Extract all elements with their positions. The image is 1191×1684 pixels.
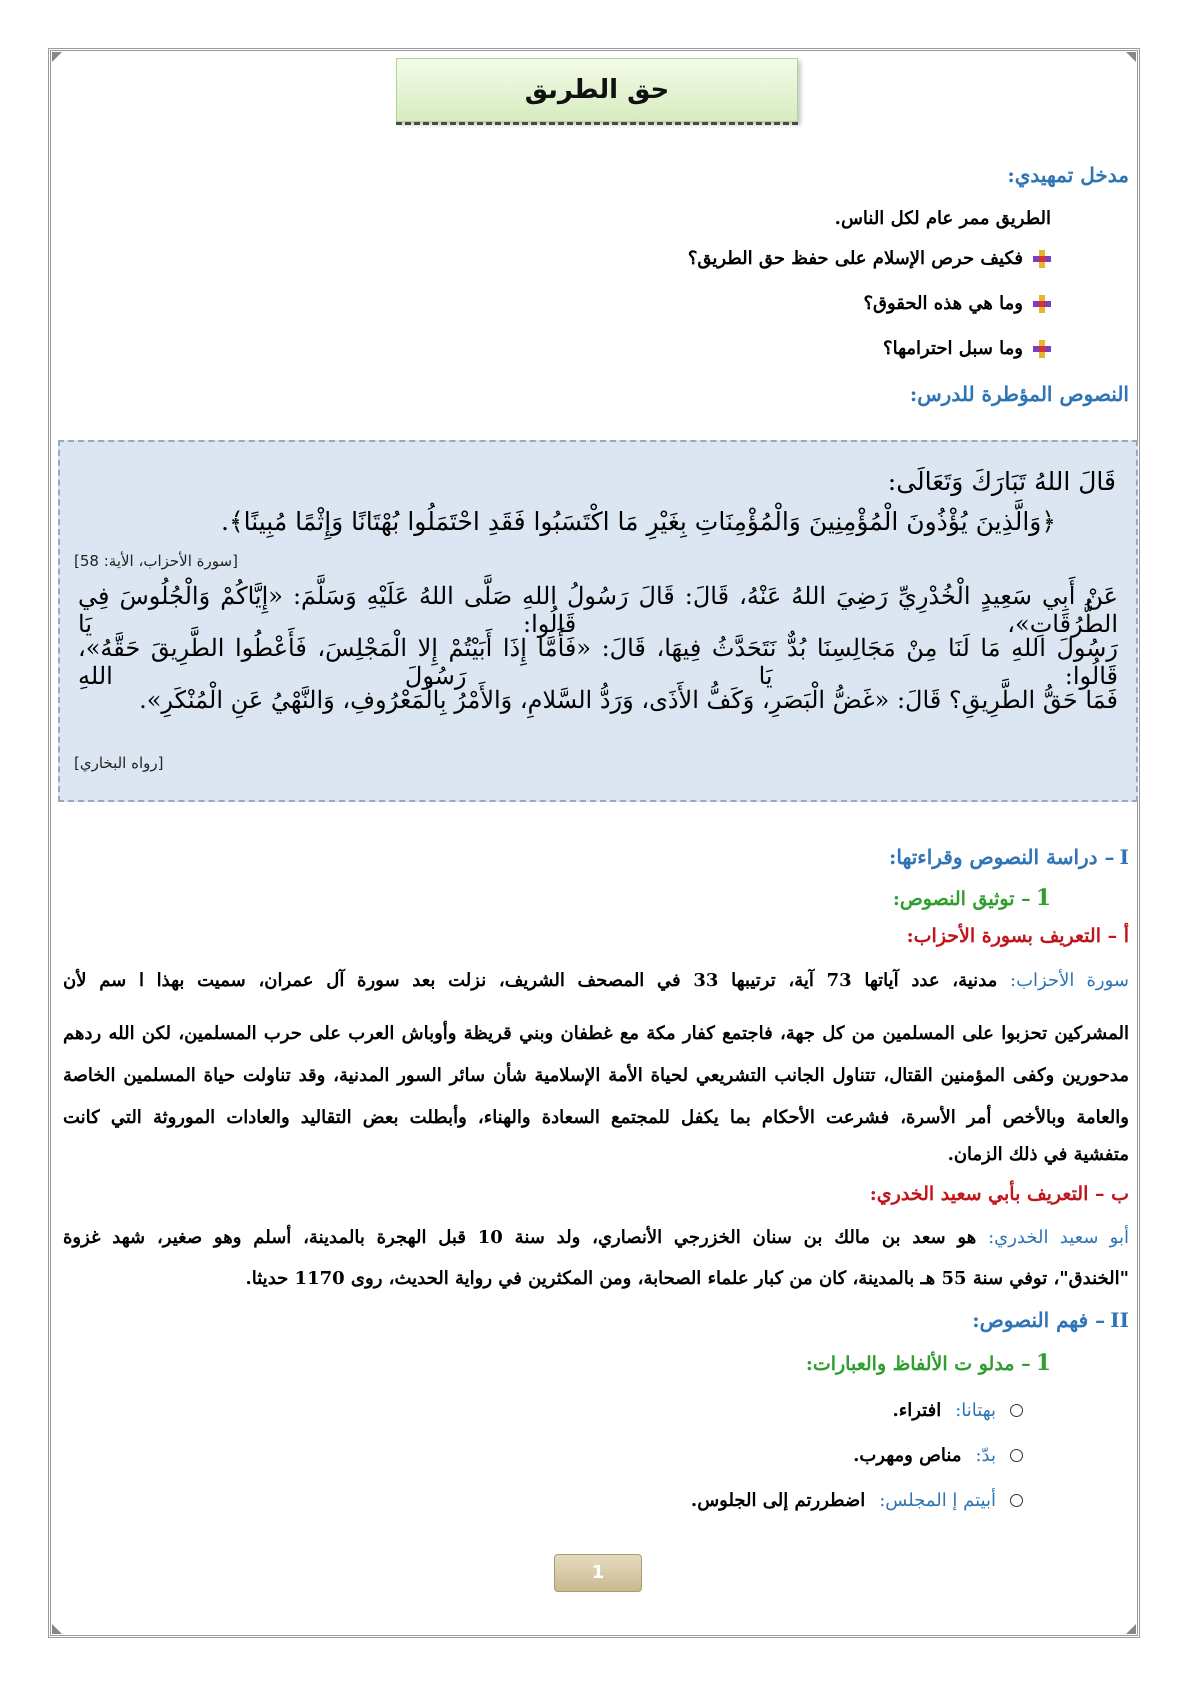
surah-paragraph-line: مدحورين وكفى المؤمنين القتال، تتناول الجانب التشريعي لحياة الأمة الإسلامية شأن سائر السور المدنية، وقد تناولت حياة المسلمين الخاصة [63,1065,1129,1086]
vocab-term: بدّ: [975,1445,996,1466]
narrator-paragraph-line [63,1224,1129,1251]
narrator-heading: ب – التعريف بأبي سعيد الخدري: [869,1183,1129,1205]
intro-heading: مدخل تمهيدي: [1007,163,1129,187]
surah-paragraph-line: المشركين تحزبوا على المسلمين من كل جهة، فاجتمع كفار مكة مع غطفان وبني قريظة وأوباش العرب على حرب المسلمين، لكن الله ردهم [63,1023,1129,1044]
corner-ornament-top-right [1126,52,1136,62]
intro-question [883,338,1051,359]
surah-paragraph-line: متفشية في ذلك الزمان. [947,1144,1129,1165]
section-2-heading [972,1308,1129,1332]
question-text: فكيف حرص الإسلام على حفظ حق الطريق؟ [687,248,1023,269]
surah-paragraph-line [63,967,1129,994]
vocab-item [893,1400,1023,1421]
vocab-meaning: مناص ومهرب. [853,1445,962,1466]
bullet-icon [1033,295,1051,313]
vocab-term: أبيتم إ المجلس: [879,1490,996,1511]
narrator-text: هو سعد بن مالك بن سنان الخزرجي الأنصاري، ولد سنة 10 قبل الهجرة بالمدينة، أسلم وهو صغير، شهد غزوة [63,1227,977,1248]
subsection-number: 1 [1035,885,1051,911]
circle-bullet-icon [1010,1404,1023,1417]
hadith-reference: [رواه البخاري] [74,754,164,772]
corner-ornament-bottom-right [1126,1624,1136,1634]
surah-label: سورة الأحزاب: [1010,970,1130,991]
vocab-item [853,1445,1023,1466]
texts-heading: النصوص المؤطرة للدرس: [909,382,1129,406]
narrator-label: أبو سعيد الخدري: [988,1227,1129,1248]
title-underline [396,122,798,125]
section-title: – دراسة النصوص وقراءتها: [889,845,1115,869]
intro-question [863,293,1051,314]
question-text: وما هي هذه الحقوق؟ [863,293,1023,314]
question-text: وما سبل احترامها؟ [883,338,1023,359]
corner-ornament-bottom-left [52,1624,62,1634]
quran-intro: قَالَ اللهُ تَبَارَكَ وَتَعَالَى: [887,467,1116,496]
quran-verse: ﴿وَالَّذِينَ يُؤْذُونَ الْمُؤْمِنِينَ وَالْمُؤْمِنَاتِ بِغَيْرِ مَا اكْتَسَبُوا فَقَدِ احْتَمَلُوا بُهْتَانًا وَإِثْمًا مُبِينًا﴾. [221,507,1056,536]
hadith-line: رَسُولَ اللهِ مَا لَنَا مِنْ مَجَالِسِنَا بُدٌّ نَتَحَدَّثُ فِيهَا، قَالَ: «فَأَمَّا إِذَا أَبَيْتُمْ إِلا الْمَجْلِسَ، فَأَعْطُوا الطَّرِيقَ حَقَّهُ»، قَالُوا: يَا رَسُولَ اللهِ [78,634,1118,690]
section-1-heading [889,845,1129,869]
quote-box [58,440,1138,802]
circle-bullet-icon [1010,1449,1023,1462]
quran-reference: [سورة الأحزاب، الأية: 58] [74,552,238,570]
narrator-paragraph-line: "الخندق"، توفي سنة 55 هـ بالمدينة، كان من كبار علماء الصحابة، ومن المكثرين في رواية الحديث، روى 1170 حديثا. [245,1268,1129,1289]
bullet-icon [1033,250,1051,268]
circle-bullet-icon [1010,1494,1023,1507]
vocab-item [691,1490,1023,1511]
corner-ornament-top-left [52,52,62,62]
vocab-meaning: افتراء. [892,1400,942,1421]
surah-paragraph-line: والعامة وبالأخص أمر الأسرة، فشرعت الأحكام بما يكفل للمجتمع السعادة والهناء، وأبطلت بعض التقاليد والعادات الموروثة التي كانت [63,1107,1129,1128]
subsection-2-heading [806,1350,1051,1376]
section-title: – فهم النصوص: [972,1308,1106,1332]
section-number: II [1110,1308,1129,1332]
section-number: I [1119,845,1129,869]
page-title: حق الطرىق [396,58,798,122]
hadith-line: فَمَا حَقُّ الطَّرِيقِ؟ قَالَ: «غَضُّ الْبَصَرِ، وَكَفُّ الأَذَى، وَرَدُّ السَّلامِ، وَالأَمْرُ بِالْمَعْرُوفِ، وَالنَّهْيُ عَنِ الْمُنْكَرِ». [139,686,1118,714]
surah-heading: أ – التعريف بسورة الأحزاب: [906,925,1129,947]
page-number: 1 [554,1554,642,1592]
intro-question [688,248,1051,269]
subsection-title: – مدلو ت الألفاظ والعبارات: [805,1353,1031,1375]
vocab-meaning: اضطررتم إلى الجلوس. [690,1490,866,1511]
subsection-1-heading [893,885,1051,911]
surah-text: مدنية، عدد آياتها 73 آية، ترتيبها 33 في المصحف الشريف، نزلت بعد سورة آل عمران، سميت بهذا ا سم لأن [63,970,998,991]
subsection-title: – توثيق النصوص: [892,888,1031,910]
subsection-number: 1 [1035,1350,1051,1376]
hadith-line: عَنْ أَبِي سَعِيدٍ الْخُدْرِيِّ رَضِيَ اللهُ عَنْهُ، قَالَ: قَالَ رَسُولُ اللهِ صَلَّى اللهُ عَلَيْهِ وَسَلَّمَ: «إِيَّاكُمْ وَالْجُلُوسَ فِي الطُّرُقَاتِ»، قَالُوا: يَا [78,582,1118,638]
vocab-term: بهتانا: [955,1400,996,1421]
intro-statement: الطريق ممر عام لكل الناس. [834,208,1051,229]
bullet-icon [1033,340,1051,358]
